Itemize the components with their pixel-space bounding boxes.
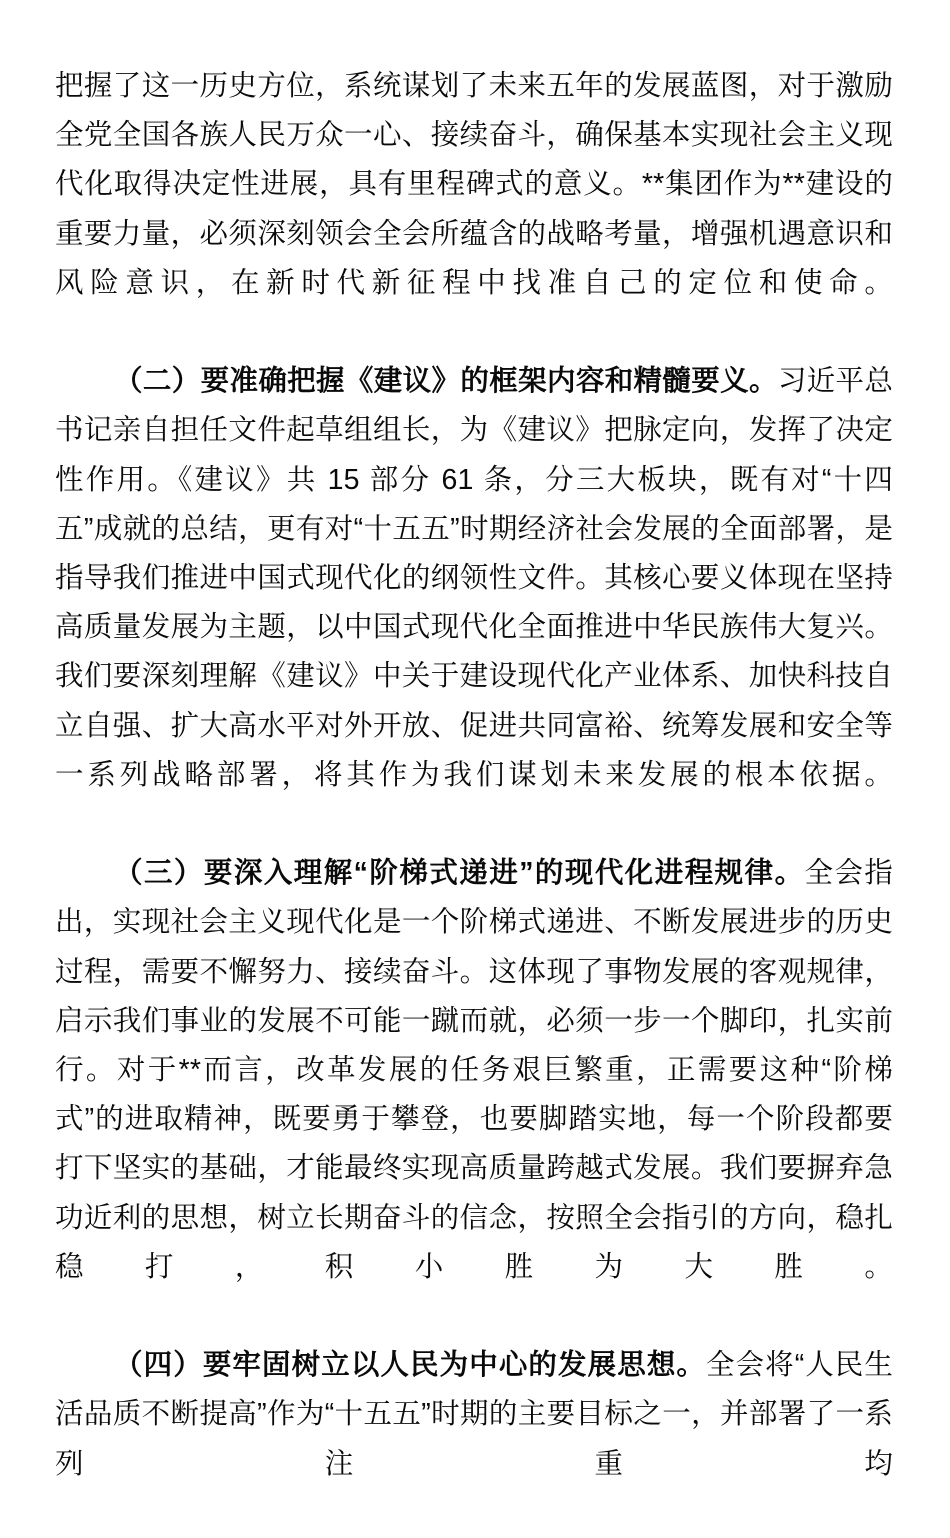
paragraph-2-heading-text: 要准确把握《建议》的框架内容和精髓要义。 bbox=[200, 365, 778, 398]
paragraph-3-heading-label: （三） bbox=[114, 857, 204, 890]
paragraph-3 bbox=[55, 849, 893, 1341]
paragraph-3-body: 全会指出，实现社会主义现代化是一个阶梯式递进、不断发展进步的历史过程，需要不懈努力、接续奋斗。这体现了事物发展的客观规律，启示我们事业的发展不可能一蹴而就，必须一步一个脚印，扎实前行。对于**而言，改革发展的任务艰巨繁重，正需要这种“阶梯式”的进取精神，既要勇于攀登，也要脚踏实地，每一个阶段都要打下坚实的基础，才能最终实现高质量跨越式发展。我们要摒弃急功近利的思想，树立长期奋斗的信念，按照全会指引的方向，稳扎稳打，积小胜为大胜。 bbox=[55, 857, 893, 1283]
paragraph-2 bbox=[55, 357, 893, 849]
paragraph-4-heading-text: 要牢固树立以人民为中心的发展思想。 bbox=[202, 1349, 707, 1382]
paragraph-4-body: 全会将“人民生活品质不断提高”作为“十五五”时期的主要目标之一，并部署了一系列注重均 bbox=[55, 1349, 893, 1480]
paragraph-1 bbox=[55, 62, 893, 357]
paragraph-1-body: 把握了这一历史方位，系统谋划了未来五年的发展蓝图，对于激励全党全国各族人民万众一心、接续奋斗，确保基本实现社会主义现代化取得决定性进展，具有里程碑式的意义。**集团作为**建设的重要力量，必须深刻领会全会所蕴含的战略考量，增强机遇意识和风险意识，在新时代新征程中找准自己的定位和使命。 bbox=[55, 70, 893, 299]
document-body bbox=[55, 62, 893, 1538]
paragraph-4-heading-label: （四） bbox=[114, 1349, 203, 1382]
paragraph-4 bbox=[55, 1341, 893, 1538]
paragraph-2-heading-label: （二） bbox=[114, 365, 201, 398]
paragraph-3-heading-text: 要深入理解“阶梯式递进”的现代化进程规律。 bbox=[203, 857, 805, 890]
paragraph-2-body: 习近平总书记亲自担任文件起草组组长，为《建议》把脉定向，发挥了决定性作用。《建议》共 15 部分 61 条，分三大板块，既有对“十四五”成就的总结，更有对“十五五”时期经济社会发展的全面部署，是指导我们推进中国式现代化的纲领性文件。其核心要义体现在坚持高质量发展为主题，以中国式现代化全面推进中华民族伟大复兴。我们要深刻理解《建议》中关于建设现代化产业体系、加快科技自立自强、扩大高水平对外开放、促进共同富裕、统筹发展和安全等一系列战略部署，将其作为我们谋划未来发展的根本依据。 bbox=[55, 365, 893, 791]
